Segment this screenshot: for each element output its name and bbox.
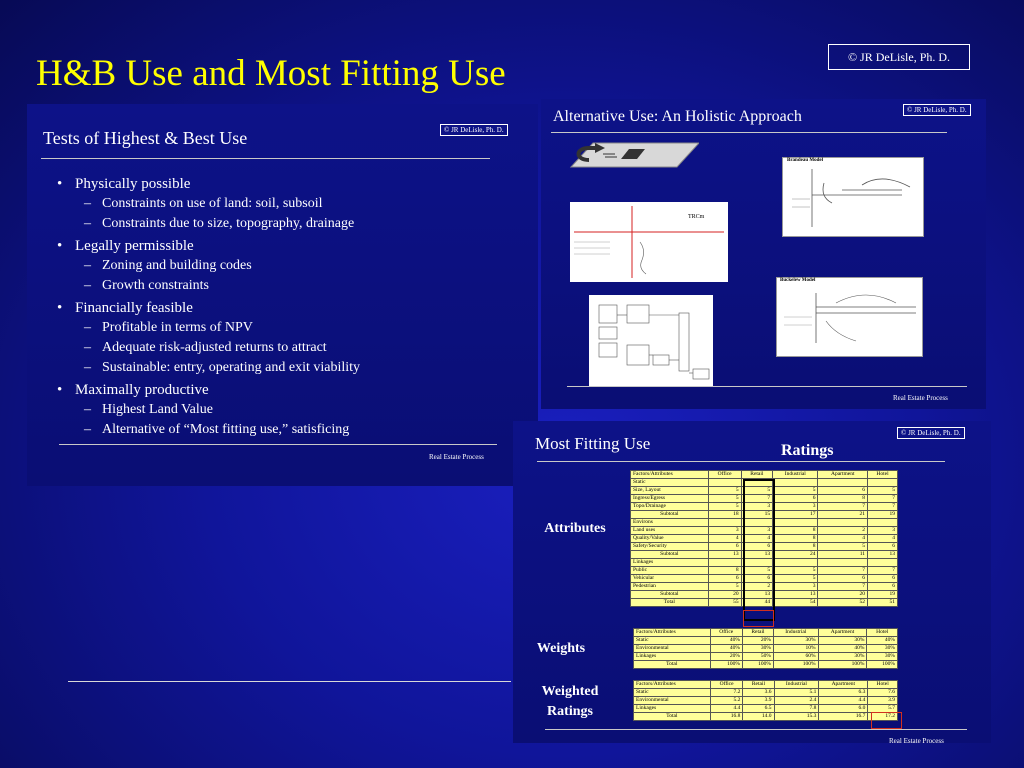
bullet-item	[57, 236, 527, 296]
column-header: Industrial	[773, 629, 818, 637]
value-cell: 4	[818, 535, 868, 543]
value-cell: 51	[868, 599, 898, 607]
row-label: Environmental	[634, 645, 711, 653]
row-label: Subtotal	[631, 511, 709, 519]
table-row	[634, 689, 898, 697]
value-cell: 5	[818, 543, 868, 551]
slide-footer: Real Estate Process	[429, 453, 484, 461]
value-cell: 8	[708, 567, 741, 575]
value-cell	[818, 559, 868, 567]
value-cell	[773, 519, 818, 527]
value-cell: 3	[708, 527, 741, 535]
sub-bullet-list	[75, 194, 527, 234]
title-rule	[41, 158, 490, 159]
value-cell: 40%	[867, 637, 898, 645]
column-header: Office	[710, 629, 742, 637]
row-label: Total	[631, 599, 709, 607]
row-label: Environmental	[634, 697, 711, 705]
value-cell: 50%	[742, 653, 773, 661]
value-cell	[773, 559, 818, 567]
value-cell: 3	[741, 503, 773, 511]
value-cell: 2	[818, 527, 868, 535]
value-cell: 7.2	[710, 689, 743, 697]
value-cell: 11	[818, 551, 868, 559]
slide-footer: Real Estate Process	[889, 737, 944, 745]
footer-rule	[59, 444, 497, 445]
column-header: Office	[710, 681, 743, 689]
value-cell: 3.9	[743, 697, 774, 705]
bullet-item	[57, 380, 527, 440]
sub-bullet-item: – Alternative of “Most fitting use,” satisficing	[80, 420, 527, 440]
column-header: Office	[708, 471, 741, 479]
value-cell: 6	[741, 543, 773, 551]
value-cell: 4	[708, 535, 741, 543]
value-cell: 7	[818, 567, 868, 575]
table-row	[634, 713, 898, 721]
value-cell: 13	[708, 551, 741, 559]
header-cell: Factors/Attributes	[631, 471, 709, 479]
value-cell: 100%	[867, 661, 898, 669]
sub-bullet-item: – Highest Land Value	[80, 400, 527, 420]
value-cell: 100%	[818, 661, 867, 669]
value-cell: 55	[708, 599, 741, 607]
value-cell: 2	[741, 583, 773, 591]
value-cell: 100%	[710, 661, 742, 669]
column-header: Retail	[743, 681, 774, 689]
table-header-row	[634, 681, 898, 689]
value-cell: 5.7	[868, 705, 898, 713]
sub-bullet-item: – Growth constraints	[80, 276, 527, 296]
value-cell: 5.1	[774, 689, 819, 697]
sub-bullet-item: – Constraints due to size, topography, drainage	[80, 214, 527, 234]
header-cell: Factors/Attributes	[634, 629, 711, 637]
value-cell: 10%	[773, 645, 818, 653]
thumb-label: Brandeau Model	[787, 158, 823, 163]
column-header: Hotel	[868, 471, 898, 479]
row-label: Environs	[631, 519, 709, 527]
column-header: Hotel	[867, 629, 898, 637]
table-header-row	[634, 629, 898, 637]
value-cell: 2.4	[774, 697, 819, 705]
row-label: Land uses	[631, 527, 709, 535]
value-cell: 16.7	[819, 713, 868, 721]
value-cell: 3	[868, 527, 898, 535]
row-label: Linkages	[634, 653, 711, 661]
value-cell: 5	[708, 495, 741, 503]
value-cell: 5	[868, 487, 898, 495]
thumb-label: Buckelew Model	[780, 278, 816, 283]
weighted-ratings-table	[633, 680, 898, 721]
weighted-ratings-label: Weighted Ratings	[541, 684, 599, 719]
table-row	[634, 697, 898, 705]
table-row	[634, 705, 898, 713]
value-cell: 40%	[818, 645, 867, 653]
row-label: Static	[634, 637, 711, 645]
value-cell: 8	[818, 495, 868, 503]
bullet-text: Physically possible	[75, 176, 191, 192]
row-label: Size, Layout	[631, 487, 709, 495]
value-cell: 5	[708, 583, 741, 591]
table-row	[634, 661, 898, 669]
row-label: Static	[631, 479, 709, 487]
value-cell	[868, 559, 898, 567]
value-cell: 7	[818, 503, 868, 511]
value-cell: 30%	[867, 645, 898, 653]
row-label: Linkages	[631, 559, 709, 567]
column-header: Hotel	[868, 681, 898, 689]
value-cell: 30%	[818, 653, 867, 661]
row-label: Quality/Value	[631, 535, 709, 543]
row-label: Static	[634, 689, 711, 697]
value-cell: 17.2	[868, 713, 898, 721]
value-cell: 3.9	[868, 697, 898, 705]
sub-bullet-list	[75, 400, 527, 440]
value-cell: 20	[818, 591, 868, 599]
value-cell: 15	[741, 511, 773, 519]
value-cell: 8	[773, 527, 818, 535]
value-cell: 15.3	[774, 713, 819, 721]
value-cell: 5.2	[710, 697, 743, 705]
value-cell: 4	[868, 535, 898, 543]
sub-bullet-item: – Zoning and building codes	[80, 256, 527, 276]
slide-copyright: © JR DeLisle, Ph. D.	[440, 124, 508, 136]
value-cell	[708, 519, 741, 527]
value-cell	[708, 479, 741, 487]
value-cell: 5	[741, 487, 773, 495]
value-cell: 5	[773, 567, 818, 575]
value-cell: 20%	[710, 653, 742, 661]
brandeau-model-thumbnail	[782, 157, 924, 237]
bullet-item	[57, 298, 527, 378]
title-rule	[551, 132, 947, 133]
value-cell: 3	[773, 503, 818, 511]
value-cell: 30%	[867, 653, 898, 661]
value-cell: 54	[773, 599, 818, 607]
table-row	[634, 645, 898, 653]
row-label: Vehicular	[631, 575, 709, 583]
slide-copyright: © JR DeLisle, Ph. D.	[897, 427, 965, 439]
value-cell: 7.8	[774, 705, 819, 713]
column-header: Retail	[741, 471, 773, 479]
value-cell: 17	[773, 511, 818, 519]
sub-bullet-list	[75, 318, 527, 378]
value-cell: 7	[818, 583, 868, 591]
bullet-list	[57, 172, 527, 440]
value-cell: 19	[868, 591, 898, 599]
value-cell: 60%	[773, 653, 818, 661]
slide-title: Tests of Highest & Best Use	[43, 128, 248, 148]
office-column-highlight	[743, 479, 775, 621]
attributes-label: Attributes	[544, 521, 606, 536]
ratings-heading: Ratings	[781, 442, 834, 459]
value-cell: 44	[741, 599, 773, 607]
column-header: Apartment	[819, 681, 868, 689]
value-cell: 100%	[773, 661, 818, 669]
value-cell: 4.4	[710, 705, 743, 713]
value-cell: 24	[773, 551, 818, 559]
value-cell	[773, 479, 818, 487]
value-cell: 6	[818, 487, 868, 495]
row-label: Ingress/Egress	[631, 495, 709, 503]
title-rule	[537, 461, 945, 462]
value-cell: 6	[773, 495, 818, 503]
value-cell: 6	[868, 583, 898, 591]
u-turn-road-icon	[559, 141, 699, 176]
value-cell: 14.0	[743, 713, 774, 721]
value-cell: 5	[741, 567, 773, 575]
page-title: H&B Use and Most Fitting Use	[36, 53, 506, 94]
value-cell	[818, 479, 868, 487]
column-header: Industrial	[773, 471, 818, 479]
value-cell: 7	[868, 567, 898, 575]
sub-bullet-item: – Profitable in terms of NPV	[80, 318, 527, 338]
row-label: Linkages	[634, 705, 711, 713]
value-cell: 21	[818, 511, 868, 519]
value-cell: 7	[868, 495, 898, 503]
value-cell: 100%	[742, 661, 773, 669]
value-cell: 3	[773, 583, 818, 591]
value-cell: 5	[708, 487, 741, 495]
sub-bullet-item: – Sustainable: entry, operating and exit viability	[80, 358, 527, 378]
value-cell: 8	[773, 543, 818, 551]
value-cell: 7	[741, 495, 773, 503]
trcm-label: TRCm	[688, 214, 705, 220]
slide-footer: Real Estate Process	[893, 394, 948, 402]
slide-title: Alternative Use: An Holistic Approach	[553, 108, 802, 125]
value-cell: 18	[708, 511, 741, 519]
sub-bullet-item: – Adequate risk-adjusted returns to attract	[80, 338, 527, 358]
table-header-row	[631, 471, 898, 479]
office-total-highlight	[743, 610, 774, 627]
slide-title: Most Fitting Use	[535, 434, 651, 453]
column-header: Apartment	[818, 629, 867, 637]
value-cell: 5	[773, 575, 818, 583]
column-header: Retail	[742, 629, 773, 637]
bullet-item	[57, 174, 527, 234]
row-label: Total	[634, 713, 711, 721]
process-flow-thumbnail	[589, 295, 713, 387]
value-cell: 6	[708, 575, 741, 583]
value-cell: 3.6	[743, 689, 774, 697]
value-cell: 4.4	[819, 697, 868, 705]
value-cell	[868, 479, 898, 487]
header-cell: Factors/Attributes	[634, 681, 711, 689]
table-row	[634, 653, 898, 661]
value-cell: 6.5	[743, 705, 774, 713]
value-cell: 30%	[742, 645, 773, 653]
slide-alternative-use	[541, 99, 986, 409]
table-row	[634, 637, 898, 645]
row-label: Public	[631, 567, 709, 575]
row-label: Safety/Security	[631, 543, 709, 551]
row-label: Topo/Drainage	[631, 503, 709, 511]
value-cell: 5	[708, 503, 741, 511]
value-cell	[708, 559, 741, 567]
value-cell: 6	[741, 575, 773, 583]
bullet-text: Financially feasible	[75, 300, 193, 316]
copyright-box: © JR DeLisle, Ph. D.	[828, 44, 970, 70]
value-cell	[818, 519, 868, 527]
value-cell: 7	[868, 503, 898, 511]
bullet-text: Legally permissible	[75, 238, 194, 254]
sub-bullet-list	[75, 256, 527, 296]
value-cell: 8	[773, 535, 818, 543]
value-cell	[868, 519, 898, 527]
value-cell: 13	[868, 551, 898, 559]
value-cell: 6	[818, 575, 868, 583]
value-cell: 6	[708, 543, 741, 551]
buckelew-model-thumbnail	[776, 277, 923, 357]
value-cell: 13	[741, 591, 773, 599]
value-cell: 20%	[742, 637, 773, 645]
value-cell: 6.3	[819, 689, 868, 697]
footer-rule	[567, 386, 967, 387]
value-cell: 13	[741, 551, 773, 559]
row-label: Pedestrian	[631, 583, 709, 591]
value-cell: 30%	[818, 637, 867, 645]
value-cell: 40%	[710, 645, 742, 653]
value-cell: 6.0	[819, 705, 868, 713]
value-cell: 52	[818, 599, 868, 607]
decorative-rule	[68, 681, 511, 682]
slide-highest-best-use	[27, 104, 538, 486]
value-cell: 3	[741, 527, 773, 535]
column-header: Industrial	[774, 681, 819, 689]
value-cell: 7.6	[868, 689, 898, 697]
weights-table	[633, 628, 898, 669]
slide-copyright: © JR DeLisle, Ph. D.	[903, 104, 971, 116]
weights-label: Weights	[536, 641, 586, 656]
value-cell: 30%	[773, 637, 818, 645]
value-cell: 19	[868, 511, 898, 519]
value-cell: 40%	[710, 637, 742, 645]
column-header: Apartment	[818, 471, 868, 479]
value-cell: 4	[741, 535, 773, 543]
value-cell: 5	[773, 487, 818, 495]
row-label: Total	[634, 661, 711, 669]
bullet-text: Maximally productive	[75, 382, 209, 398]
row-label: Subtotal	[631, 591, 709, 599]
value-cell: 6	[868, 575, 898, 583]
slide-most-fitting-use	[513, 421, 991, 743]
value-cell: 6	[868, 543, 898, 551]
value-cell: 16.8	[710, 713, 743, 721]
row-label: Subtotal	[631, 551, 709, 559]
value-cell: 13	[773, 591, 818, 599]
site-cost-thumbnail	[570, 202, 728, 282]
sub-bullet-item: – Constraints on use of land: soil, subsoil	[80, 194, 527, 214]
hotel-total-highlight	[871, 712, 902, 729]
value-cell: 20	[708, 591, 741, 599]
footer-rule	[545, 729, 967, 730]
